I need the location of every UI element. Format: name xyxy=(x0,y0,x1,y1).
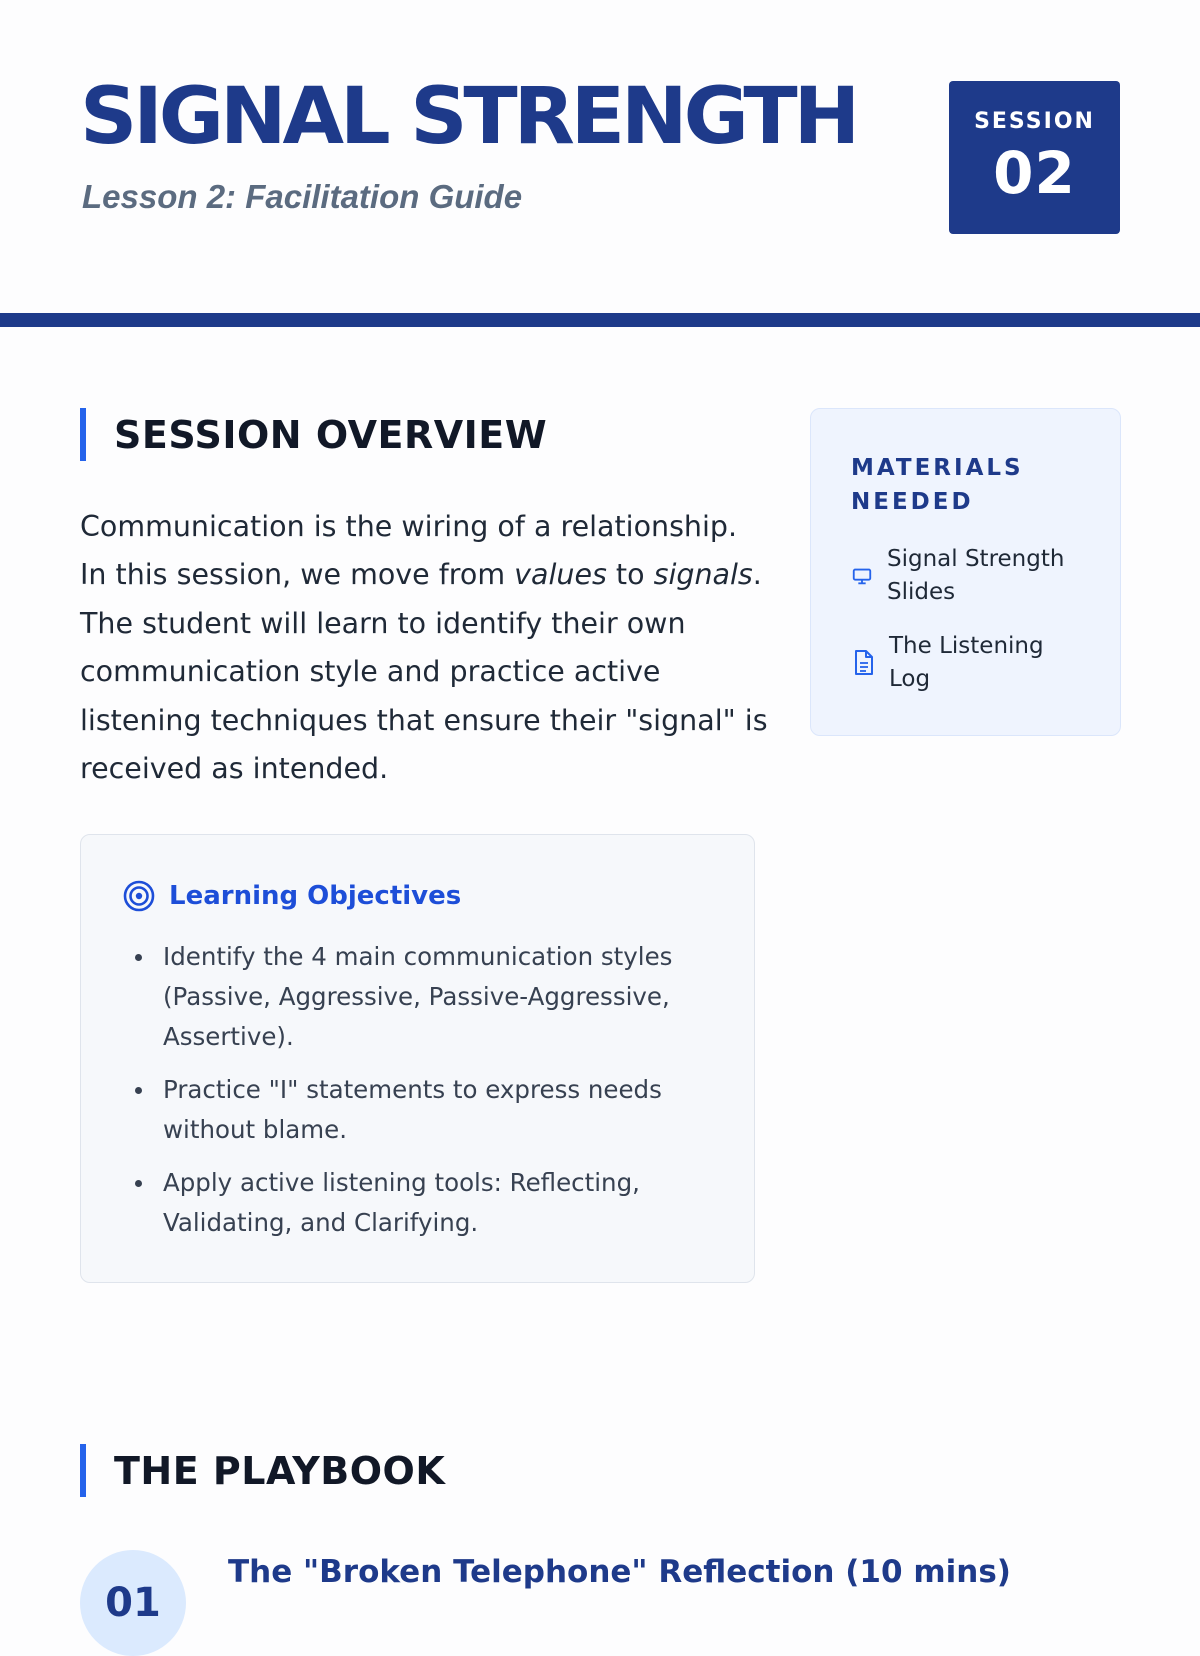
playbook-step xyxy=(80,1550,1120,1626)
overview-paragraph xyxy=(80,503,770,793)
monitor-icon xyxy=(851,565,873,587)
step-number: 01 xyxy=(80,1550,186,1656)
session-badge xyxy=(949,81,1120,234)
page-title: SIGNAL STRENGTH xyxy=(80,72,857,162)
overview-emphasis: signals xyxy=(653,558,753,592)
overview-emphasis: values xyxy=(514,558,607,592)
page-subtitle: Lesson 2: Facilitation Guide xyxy=(82,178,523,215)
materials-item-label: Signal Strength Slides xyxy=(887,546,1065,605)
materials-item-log xyxy=(851,630,1079,696)
learning-objectives-card xyxy=(80,834,755,1283)
session-number: 02 xyxy=(993,139,1076,207)
target-icon xyxy=(123,880,155,912)
list-item: Identify the 4 main communication styles (Passive, Aggressive, Passive-Aggressive, Assertive). xyxy=(163,937,723,1057)
materials-card xyxy=(810,408,1121,736)
objectives-heading: Learning Objectives xyxy=(169,881,462,911)
section-heading-overview xyxy=(80,408,547,461)
objectives-list xyxy=(163,937,723,1256)
list-item: Apply active listening tools: Reflecting, Validating, and Clarifying. xyxy=(163,1163,723,1243)
page-header xyxy=(0,0,1200,314)
session-label: SESSION xyxy=(974,109,1095,134)
overview-text: to xyxy=(606,558,654,592)
list-item: Practice "I" statements to express needs without blame. xyxy=(163,1070,723,1150)
materials-item-label: The Listening Log xyxy=(889,633,1044,692)
heading-accent-bar xyxy=(80,1444,86,1497)
section-heading-text: THE PLAYBOOK xyxy=(114,1448,446,1493)
materials-item-slides xyxy=(851,543,1077,609)
step-title: The "Broken Telephone" Reflection (10 mins) xyxy=(228,1554,1011,1590)
section-heading-text: SESSION OVERVIEW xyxy=(114,412,548,457)
materials-heading: MATERIALS NEEDED xyxy=(851,455,1024,515)
header-divider xyxy=(0,313,1200,327)
heading-accent-bar xyxy=(80,408,86,461)
document-icon xyxy=(851,649,875,677)
objectives-header xyxy=(123,880,461,912)
section-heading-playbook xyxy=(80,1444,445,1497)
overview-text: . The student will learn to identify their own communication style and practice active listening techniques that ensure their "signal" is received as intended. xyxy=(80,558,768,786)
overview-text: Communication is the wiring of a relationship. In this session, we move from xyxy=(80,510,738,592)
